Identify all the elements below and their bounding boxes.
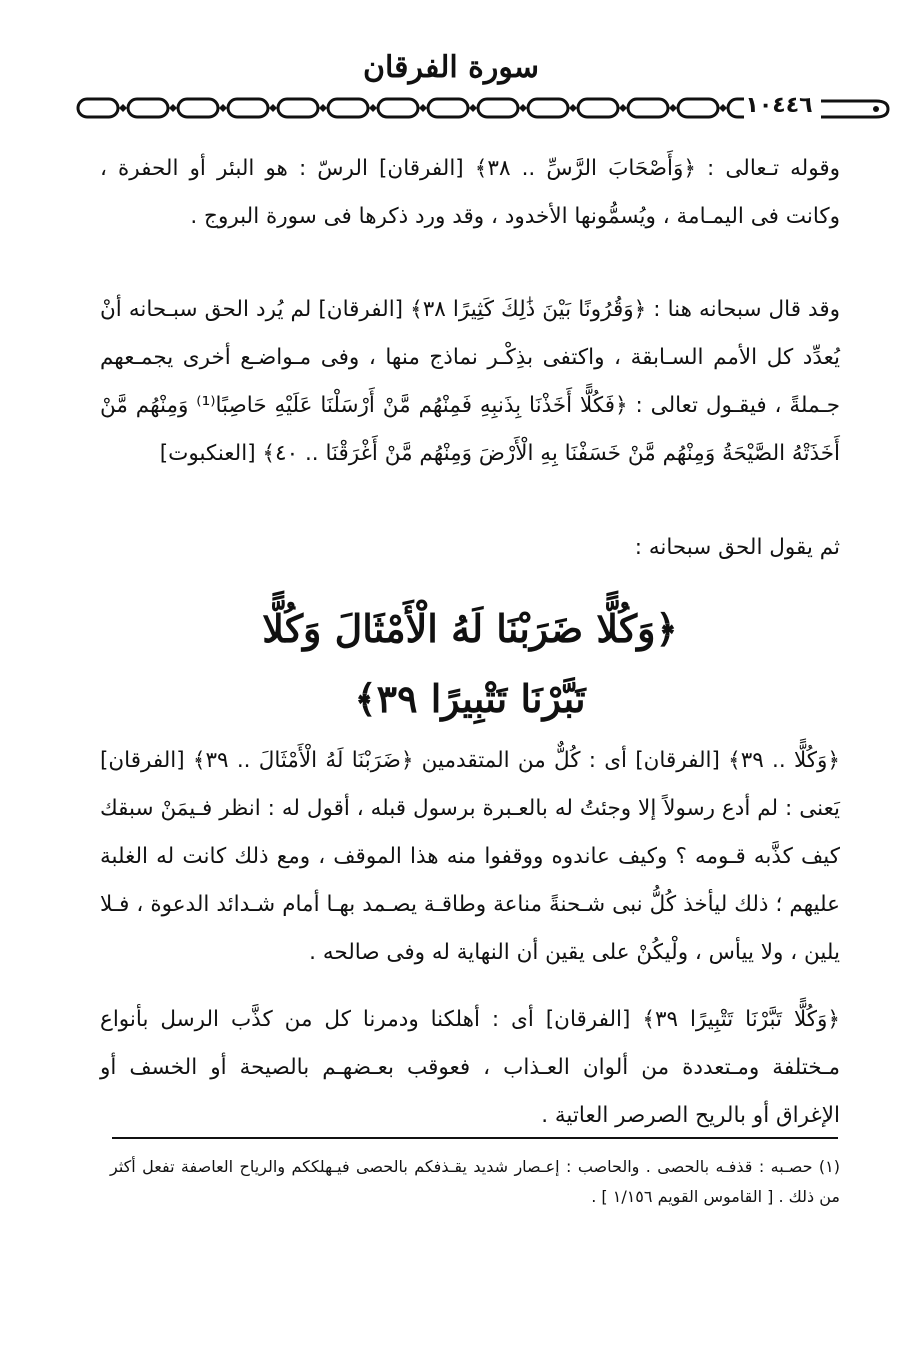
ayah-line-2: تَبَّرْنَا تَتْبِيرًا ٣٩﴾ xyxy=(354,676,586,721)
paragraph-5: ﴿وَكُلًّا تَبَّرْنَا تَتْبِيرًا ٣٩﴾ [الفرقان] أى : أهلكنا ودمرنا كل من كذَّب الرسل بأنواع مـختلفة ومـتعددة من ألوان العـذاب ، فعوقب بعـضهـم بالصيحة أو الخسف أو الإغراق أو بالريح الصرصر العاتية . xyxy=(100,1007,840,1128)
ayah-line-1: ﴿وَكُلًّا ضَرَبْنَا لَهُ الْأَمْثَالَ وَكُلًّا xyxy=(262,606,678,651)
surah-title: سورة الفرقان xyxy=(362,50,539,85)
footnote: (١) حصـبه : قذفـه بالحصى . والحاصب : إعـصار شديد يقـذفكم بالحصى فيـهلككم والرياح العاصفة تفعل أكثر من ذلك . [ القاموس القويم ١/١٥٦ ] . xyxy=(110,1157,840,1206)
footnote-separator xyxy=(112,1137,838,1139)
page-number: ١٠٤٤٦ xyxy=(744,88,814,124)
paragraph-4: ﴿وَكُلًّا .. ٣٩﴾ [الفرقان] أى : كُلٌّ من المتقدمين ﴿ضَرَبْنَا لَهُ الْأَمْثَالَ .. ٣٩﴾ [الفرقان] يَعنى : لم أدع رسولاً إلا وجئتُ له بالعـبرة برسول قبله ، أقول له : انظر فـيمَنْ سبقك كيف كذَّبه قـومه ؟ وكيف عاندوه ووقفوا منه هذا الموقف ، ومع ذلك كانت له الغلبة عليهم ؛ ذلك ليأخذ كُلُّ نبى شـحنةً مناعة وطاقـة يصـمد بهـا أمام شـدائد الدعوة ، فـلا يلين ، ولا ييأس ، ولْيكُنْ على يقين أن النهاية له وفى صالحه . xyxy=(100,748,841,965)
paragraph-2: وقد قال سبحانه هنا : ﴿وَقُرُونًا بَيْنَ ذَٰلِكَ كَثِيرًا ٣٨﴾ [الفرقان] لم يُرد الحق سبـحانه أنْ يُعدِّد كل الأمم السـابقة ، واكتفى بذِكْـر نماذج منها ، وفى مـواضـع أخرى يجمـعهم جـملةً ، فيقـول تعالى : ﴿فَكُلًّا أَخَذْنَا بِذَنبِهِ فَمِنْهُم مَّنْ أَرْسَلْنَا عَلَيْهِ حَاصِبًا⁽¹⁾ وَمِنْهُم مَّنْ أَخَذَتْهُ الصَّيْحَةُ وَمِنْهُم مَّنْ خَسَفْنَا بِهِ الْأَرْضَ وَمِنْهُم مَّنْ أَغْرَقْنَا .. ٤٠﴾ [العنكبوت] xyxy=(100,297,840,466)
paragraph-1: وقوله تـعالى : ﴿وَأَصْحَابَ الرَّسِّ .. ٣٨﴾ [الفرقان] الرسّ : هو البئر أو الحفرة ، وكانت فى اليمـامة ، ويُسمُّونها الأخدود ، وقد ورد ذكرها فى سورة البروج . xyxy=(100,156,841,229)
paragraph-3: ثم يقول الحق سبحانه : xyxy=(634,535,840,560)
